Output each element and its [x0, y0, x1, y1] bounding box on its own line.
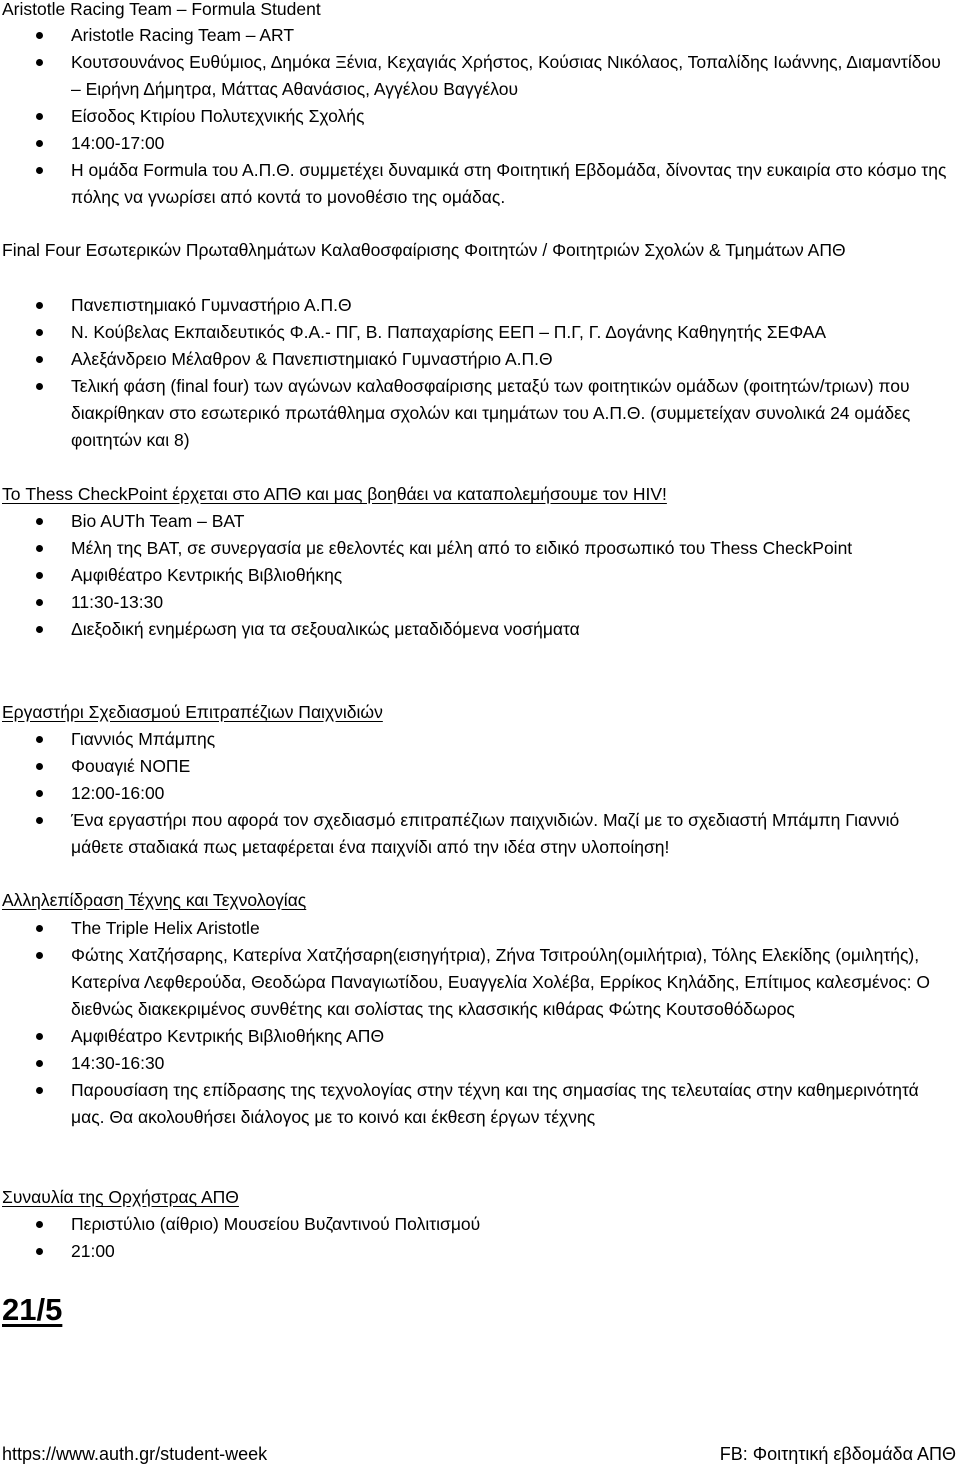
section-heading: Αλληλεπίδραση Τέχνης και Τεχνολογίας — [2, 890, 307, 910]
list-item: Περιστύλιο (αίθριο) Μουσείου Βυζαντινού Πολιτισμού — [0, 1211, 955, 1238]
list-item: Φουαγιέ ΝΟΠΕ — [0, 753, 955, 780]
bullet-icon — [36, 790, 43, 797]
item-list — [0, 292, 955, 454]
list-item: Κουτσουνάνος Ευθύμιος, Δημόκα Ξένια, Κεχαγιάς Χρήστος, Κούσιας Νικόλαος, Τοπαλίδης Ιωάννης, Διαμαντίδου – Ειρήνη Δήμητρα, Μάττας Αθανάσιος, Αγγέλου Βαγγέλου — [0, 49, 955, 103]
list-item: The Triple Helix Aristotle — [0, 915, 955, 942]
bullet-icon — [36, 1248, 43, 1255]
bullet-icon — [36, 113, 43, 120]
list-item: Γιαννιός Μπάμπης — [0, 726, 955, 753]
bullet-icon — [36, 329, 43, 336]
list-item: Ν. Κούβελας Εκπαιδευτικός Φ.Α.- ΠΓ, Β. Παπαχαρίσης ΕΕΠ – Π.Γ, Γ. Δογάνης Καθηγητής ΣΕΦΑΑ — [0, 319, 955, 346]
bullet-icon — [36, 599, 43, 606]
list-item: Μέλη της BAT, σε συνεργασία με εθελοντές και μέλη από το ειδικό προσωπικό του Thess CheckPoint — [0, 535, 955, 562]
list-item: 12:00-16:00 — [0, 780, 955, 807]
list-item: Ένα εργαστήρι που αφορά τον σχεδιασμό επιτραπέζιων παιχνιδιών. Μαζί με το σχεδιαστή Μπάμπη Γιαννιό μάθετε σταδιακά πως μεταφέρεται ένα παιχνίδι από την ιδέα στην υλοποίηση! — [0, 807, 955, 861]
section-heading: Final Four Εσωτερικών Πρωταθλημάτων Καλαθοσφαίρισης Φοιτητών / Φοιτητριών Σχολών & Τμημάτων ΑΠΘ — [2, 240, 846, 260]
list-item: Φώτης Χατζήσαρης, Κατερίνα Χατζήσαρη(εισηγήτρια), Ζήνα Τσιτρούλη(ομιλήτρια), Τόλης Ελεκίδης (ομιλητής), Κατερίνα Λεφθερούδα, Θεοδώρα Παναγιωτίδου, Ευαγγελία Χολέβα, Ερρίκος Κηλάδης, Επίτιμος καλεσμένος: Ο διεθνώς διακεκριμένος συνθέτης και σολίστας της κλασσικής κιθάρας Φώτης Κουτσοθόδωρος — [0, 942, 955, 1023]
list-item: Bio AUTh Team – BAT — [0, 508, 955, 535]
list-item: 14:00-17:00 — [0, 130, 955, 157]
bullet-icon — [36, 572, 43, 579]
footer-facebook-text: FB: Φοιτητική εβδομάδα ΑΠΘ — [719, 1444, 956, 1464]
date-heading: 21/5 — [2, 1292, 63, 1327]
list-item: 21:00 — [0, 1238, 955, 1265]
list-item: Παρουσίαση της επίδρασης της τεχνολογίας στην τέχνη και της σημασίας της τελευταίας στην καθημερινότητά μας. Θα ακολουθήσει διάλογος με το κοινό και έκθεση έργων τέχνης — [0, 1077, 955, 1131]
list-item: Αμφιθέατρο Κεντρικής Βιβλιοθήκης — [0, 562, 955, 589]
bullet-icon — [36, 1087, 43, 1094]
bullet-icon — [36, 32, 43, 39]
list-item: 14:30-16:30 — [0, 1050, 955, 1077]
list-item: Aristotle Racing Team – ART — [0, 22, 955, 49]
section-heading: Συναυλία της Ορχήστρας ΑΠΘ — [2, 1187, 239, 1207]
list-item: Αλεξάνδρειο Μέλαθρον & Πανεπιστημιακό Γυμναστήριο Α.Π.Θ — [0, 346, 955, 373]
bullet-icon — [36, 817, 43, 824]
item-list — [0, 1211, 955, 1265]
bullet-icon — [36, 736, 43, 743]
bullet-icon — [36, 952, 43, 959]
bullet-icon — [36, 925, 43, 932]
bullet-icon — [36, 1060, 43, 1067]
bullet-icon — [36, 140, 43, 147]
list-item: Είσοδος Κτιρίου Πολυτεχνικής Σχολής — [0, 103, 955, 130]
bullet-icon — [36, 302, 43, 309]
bullet-icon — [36, 518, 43, 525]
bullet-icon — [36, 383, 43, 390]
section-heading: Aristotle Racing Team – Formula Student — [2, 0, 321, 19]
section-heading: Το Thess CheckPoint έρχεται στο ΑΠΘ και μας βοηθάει να καταπολεμήσουμε τον HIV! — [2, 484, 667, 504]
bullet-icon — [36, 1221, 43, 1228]
section-heading: Εργαστήρι Σχεδιασμού Επιτραπέζιων Παιχνιδιών — [2, 702, 383, 722]
bullet-icon — [36, 167, 43, 174]
list-item: Αμφιθέατρο Κεντρικής Βιβλιοθήκης ΑΠΘ — [0, 1023, 955, 1050]
list-item: Τελική φάση (final four) των αγώνων καλαθοσφαίρισης μεταξύ των φοιτητικών ομάδων (φοιτητών/τριων) που διακρίθηκαν στο εσωτερικό πρωτάθλημα σχολών και τμημάτων του Α.Π.Θ. (συμμετείχαν συνολικά 24 ομάδες φοιτητών και 8) — [0, 373, 955, 454]
bullet-icon — [36, 1033, 43, 1040]
bullet-icon — [36, 763, 43, 770]
bullet-icon — [36, 626, 43, 633]
item-list — [0, 915, 955, 1131]
bullet-icon — [36, 59, 43, 66]
item-list — [0, 726, 955, 861]
bullet-icon — [36, 545, 43, 552]
bullet-icon — [36, 356, 43, 363]
item-list — [0, 22, 955, 211]
footer-website-link[interactable]: https://www.auth.gr/student-week — [2, 1444, 268, 1464]
list-item: Πανεπιστημιακό Γυμναστήριο Α.Π.Θ — [0, 292, 955, 319]
list-item: Η ομάδα Formula του Α.Π.Θ. συμμετέχει δυναμικά στη Φοιτητική Εβδομάδα, δίνοντας την ευκαιρία στο κόσμο της πόλης να γνωρίσει από κοντά το μονοθέσιο της ομάδας. — [0, 157, 955, 211]
item-list — [0, 508, 955, 643]
list-item: Διεξοδική ενημέρωση για τα σεξουαλικώς μεταδιδόμενα νοσήματα — [0, 616, 955, 643]
list-item: 11:30-13:30 — [0, 589, 955, 616]
